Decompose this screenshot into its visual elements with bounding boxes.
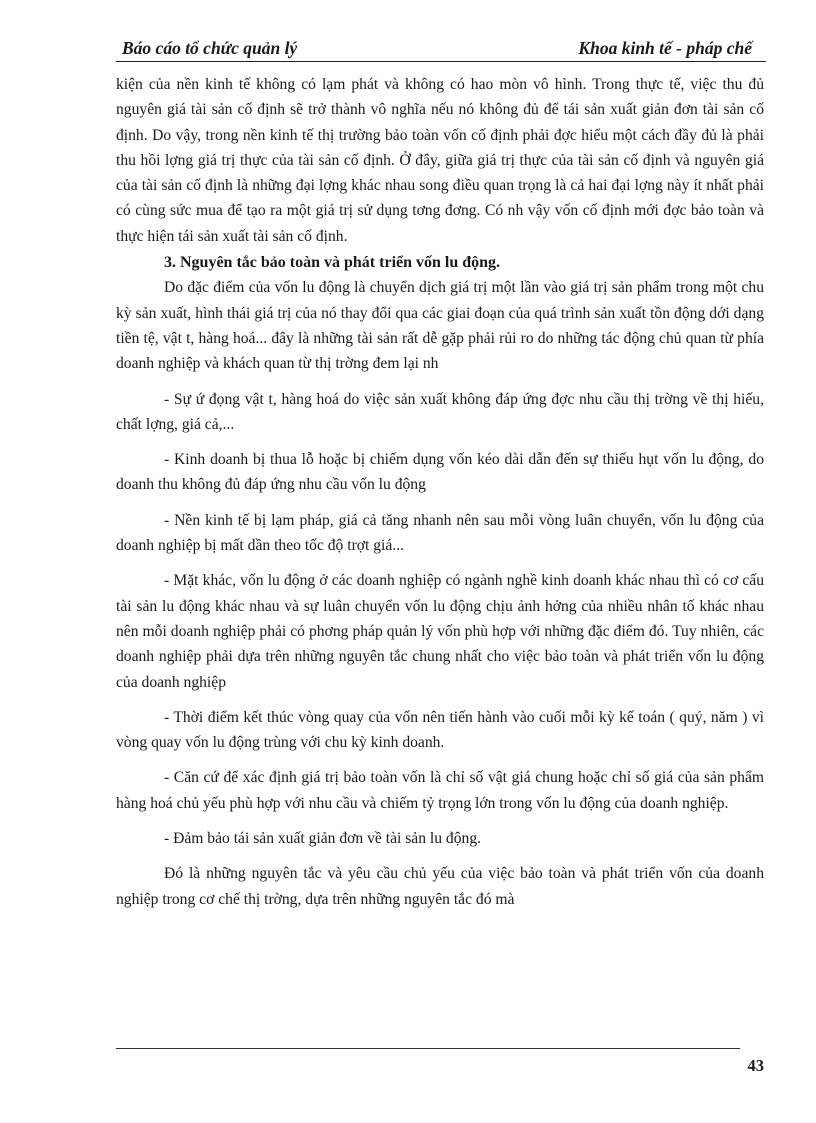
paragraph-bullet-price-index: - Căn cứ để xác định giá trị bảo toàn vốn là chỉ số vật giá chung hoặc chỉ số giá của sản phẩm hàng hoá chủ yếu phù hợp với nhu cầu và chiếm tỷ trọng lớn trong vốn lu động của doanh nghiệp. — [116, 769, 764, 812]
footer-divider — [116, 1048, 740, 1049]
paragraph-fixed-capital-preservation: kiện của nền kinh tế không có lạm phát và không có hao mòn vô hình. Trong thực tế, việc thu đủ nguyên giá tài sản cố định sẽ trở thành vô nghĩa nếu nó không đủ để tái sản xuất giản đơn tài sản cố định. Do vậy, trong nền kinh tế thị trường bảo toàn vốn cố định phải đợc hiểu một cách đầy đủ là phải thu hồi lợng giá trị thực của tài sản cố định. Ở đây, giữa giá trị thực của tài sản cố định và nguyên giá của tài sản cố định là những đại lợng khác nhau song điều quan trọng là cả hai đại lợng này ít nhất phải có cùng sức mua để tạo ra một giá trị sử dụng tơng đơng. Có nh vậy vốn cố định mới đợc bảo toàn và thực hiện tái sản xuất tài sản cố định. — [116, 76, 764, 245]
page-number: 43 — [747, 1056, 764, 1075]
paragraph-bullet-structure: - Mặt khác, vốn lu động ở các doanh nghiệp có ngành nghề kinh doanh khác nhau thì có cơ cấu tài sản lu động khác nhau và sự luân chuyển vốn lu động chịu ảnh hởng của nhiều nhân tố khác nhau nên mỗi doanh nghiệp phải có phơng pháp quản lý vốn phù hợp với những đặc điểm đó. Tuy nhiên, các doanh nghiệp phải dựa trên những nguyên tắc chung nhất cho việc bảo toàn và phát triển vốn lu động của doanh nghiệp — [116, 572, 764, 691]
paragraph-bullet-inventory: - Sự ứ đọng vật t, hàng hoá do việc sản xuất không đáp ứng đợc nhu cầu thị trờng về thị hiếu, chất lợng, giá cả,... — [116, 390, 764, 433]
paragraph-bullet-timing: - Thời điểm kết thúc vòng quay của vốn nên tiến hành vào cuối mỗi kỳ kế toán ( quý, năm ) vì vòng quay vốn lu động trùng với chu kỳ kinh doanh. — [116, 708, 764, 752]
page-header — [116, 38, 766, 60]
paragraph-conclusion: Đó là những nguyên tắc và yêu cầu chủ yếu của việc bảo toàn và phát triển vốn của doanh nghiệp trong cơ chế thị trờng, dựa trên những nguyên tắc đó mà — [116, 865, 764, 908]
header-report-title: Báo cáo tổ chức quản lý — [122, 38, 298, 58]
paragraph-bullet-reproduction: - Đảm bảo tái sản xuất giản đơn về tài sản lu động. — [164, 830, 482, 848]
header-divider — [116, 61, 766, 62]
paragraph-bullet-inflation: - Nền kinh tế bị lạm pháp, giá cả tăng nhanh nên sau mỗi vòng luân chuyển, vốn lu động của doanh nghiệp bị mất dần theo tốc độ trợt giá... — [116, 511, 764, 555]
paragraph-bullet-losses: - Kinh doanh bị thua lỗ hoặc bị chiếm dụng vốn kéo dài dẫn đến sự thiếu hụt vốn lu động, do doanh thu không đủ đáp ứng nhu cầu vốn lu động — [116, 451, 764, 494]
section-heading: 3. Nguyên tắc bảo toàn và phát triển vốn lu động. — [164, 254, 501, 272]
paragraph-working-capital-intro: Do đặc điểm của vốn lu động là chuyển dịch giá trị một lần vào giá trị sản phẩm trong một chu kỳ sản xuất, hình thái giá trị của nó thay đổi qua các giai đoạn của quá trình sản xuất tồn động dới dạng tiền tệ, vật t, hàng hoá... đây là những tài sản rất dễ gặp phải rủi ro do những tác động chủ quan từ phía doanh nghiệp và khách quan từ thị trờng đem lại nh — [116, 279, 764, 373]
header-faculty: Khoa kinh tế - pháp chế — [578, 38, 752, 58]
document-body — [116, 72, 764, 912]
